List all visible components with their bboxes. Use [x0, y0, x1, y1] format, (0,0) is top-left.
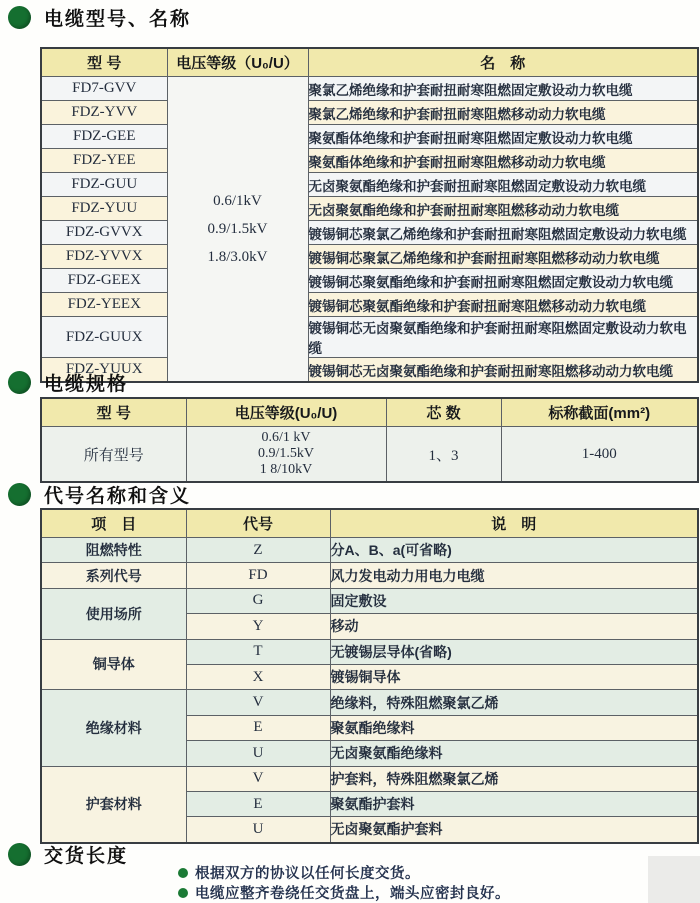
item-cell: 使用场所 — [41, 588, 186, 639]
model-cell: FDZ-GUUX — [41, 317, 167, 358]
green-bullet-icon — [178, 868, 188, 878]
col-header-item: 项 目 — [41, 509, 186, 538]
desc-cell: 绝缘料，特殊阻燃聚氯乙烯 — [330, 690, 698, 715]
table-row — [41, 588, 698, 613]
name-cell: 镀锡铜芯无卤聚氨酯绝缘和护套耐扭耐寒阻燃固定敷设动力软电缆 — [308, 317, 698, 358]
table-header-row — [41, 509, 698, 538]
col-header-desc: 说 明 — [330, 509, 698, 538]
table-header-row — [41, 398, 698, 427]
model-cell: FDZ-GVVX — [41, 221, 167, 245]
col-header-voltage: 电压等级（U₀/U） — [167, 48, 308, 77]
table-row — [41, 173, 698, 197]
col-header-model: 型 号 — [41, 398, 186, 427]
table-header-row — [41, 48, 698, 77]
code-cell: V — [186, 690, 330, 715]
table-row — [41, 538, 698, 563]
delivery-bullet-2 — [178, 882, 510, 903]
desc-cell: 无镀锡层导体(省略) — [330, 639, 698, 664]
voltage-level: 0.9/1.5kV — [207, 221, 268, 237]
code-cell: V — [186, 766, 330, 791]
desc-cell: 无卤聚氨酯护套料 — [330, 817, 698, 843]
col-header-section: 标称截面(mm²) — [501, 398, 698, 427]
green-bullet-icon — [8, 483, 31, 506]
model-cell: FDZ-YEE — [41, 149, 167, 173]
bullet-text: 电缆应整齐卷绕任交货盘上，端头应密封良好。 — [195, 886, 510, 902]
code-cell: G — [186, 588, 330, 613]
table-row — [41, 149, 698, 173]
section-header-delivery-length — [8, 841, 128, 868]
desc-cell: 护套料，特殊阻燃聚氯乙烯 — [330, 766, 698, 791]
green-bullet-icon — [8, 6, 31, 29]
desc-cell: 分A、B、a(可省略) — [330, 538, 698, 563]
section-header-cable-specs — [8, 369, 128, 396]
model-cell: FDZ-YVV — [41, 101, 167, 125]
table-row — [41, 293, 698, 317]
name-cell: 镀锡铜芯聚氨酯绝缘和护套耐扭耐寒阻燃固定敷设动力软电缆 — [308, 269, 698, 293]
name-cell: 聚氨酯体绝缘和护套耐扭耐寒阻燃移动动力软电缆 — [308, 149, 698, 173]
table-row — [41, 125, 698, 149]
desc-cell: 聚氨酯护套料 — [330, 791, 698, 816]
model-cell: FDZ-GUU — [41, 173, 167, 197]
table-row — [41, 690, 698, 715]
table-row — [41, 197, 698, 221]
code-cell: U — [186, 817, 330, 843]
model-cell: 所有型号 — [41, 427, 186, 483]
code-cell: T — [186, 639, 330, 664]
table-row — [41, 221, 698, 245]
desc-cell: 聚氨酯绝缘料 — [330, 715, 698, 740]
code-cell: FD — [186, 563, 330, 588]
code-cell: U — [186, 741, 330, 766]
desc-cell: 移动 — [330, 614, 698, 639]
voltage-level: 0.6/1 kV — [261, 430, 311, 445]
voltage-level: 1 8/10kV — [259, 462, 313, 477]
code-meaning-table — [40, 508, 699, 844]
table-row — [41, 101, 698, 125]
name-cell: 镀锡铜芯聚氨酯绝缘和护套耐扭耐寒阻燃移动动力软电缆 — [308, 293, 698, 317]
section-cell: 1-400 — [501, 427, 698, 483]
code-cell: E — [186, 791, 330, 816]
table-row — [41, 317, 698, 358]
model-cell: FDZ-YUU — [41, 197, 167, 221]
code-cell: X — [186, 664, 330, 689]
item-cell: 系列代号 — [41, 563, 186, 588]
cable-spec-table — [40, 397, 699, 483]
name-cell: 镀锡铜芯无卤聚氨酯绝缘和护套耐扭耐寒阻燃移动动力软电缆 — [308, 358, 698, 383]
code-cell: Y — [186, 614, 330, 639]
col-header-cores: 芯 数 — [386, 398, 501, 427]
name-cell: 聚氯乙烯绝缘和护套耐扭耐寒阻燃移动动力软电缆 — [308, 101, 698, 125]
item-cell: 护套材料 — [41, 766, 186, 843]
col-header-model: 型 号 — [41, 48, 167, 77]
name-cell: 镀锡铜芯聚氯乙烯绝缘和护套耐扭耐寒阻燃固定敷设动力软电缆 — [308, 221, 698, 245]
table-row — [41, 563, 698, 588]
section-title: 电缆型号、名称 — [44, 9, 192, 30]
desc-cell: 固定敷设 — [330, 588, 698, 613]
green-bullet-icon — [8, 371, 31, 394]
table-row — [41, 269, 698, 293]
col-header-voltage: 电压等级(U₀/U) — [186, 398, 386, 427]
col-header-code: 代号 — [186, 509, 330, 538]
item-cell: 铜导体 — [41, 639, 186, 690]
table-row — [41, 427, 698, 483]
cable-model-name-table — [40, 47, 699, 383]
section-header-code-meanings — [8, 481, 191, 508]
delivery-bullet-1 — [178, 862, 420, 883]
table-row — [41, 245, 698, 269]
green-bullet-icon — [178, 888, 188, 898]
table-row — [41, 358, 698, 383]
desc-cell: 镀锡铜导体 — [330, 664, 698, 689]
voltage-level: 0.9/1.5kV — [258, 446, 314, 461]
desc-cell: 风力发电动力用电力电缆 — [330, 563, 698, 588]
model-cell: FDZ-GEEX — [41, 269, 167, 293]
voltage-level: 0.6/1kV — [213, 193, 262, 209]
item-cell: 绝缘材料 — [41, 690, 186, 766]
section-title: 交货长度 — [44, 846, 129, 867]
name-cell: 镀锡铜芯聚氯乙烯绝缘和护套耐扭耐寒阻燃移动动力软电缆 — [308, 245, 698, 269]
scan-artifact — [648, 856, 700, 903]
section-title: 电缆规格 — [44, 374, 129, 395]
col-header-name: 名 称 — [308, 48, 698, 77]
voltage-level: 1.8/3.0kV — [207, 249, 268, 265]
cores-cell: 1、3 — [386, 427, 501, 483]
model-cell: FDZ-YUUX — [41, 358, 167, 383]
green-bullet-icon — [8, 843, 31, 866]
name-cell: 聚氯乙烯绝缘和护套耐扭耐寒阻燃固定敷设动力软电缆 — [308, 77, 698, 101]
bullet-text: 根据双方的协议以任何长度交货。 — [195, 866, 420, 882]
code-cell: Z — [186, 538, 330, 563]
section-title: 代号名称和含义 — [44, 486, 192, 507]
desc-cell: 无卤聚氨酯绝缘料 — [330, 741, 698, 766]
table-row — [41, 639, 698, 664]
name-cell: 无卤聚氨酯绝缘和护套耐扭耐寒阻燃固定敷设动力软电缆 — [308, 173, 698, 197]
voltage-merged-cell — [167, 77, 308, 383]
name-cell: 无卤聚氨酯绝缘和护套耐扭耐寒阻燃移动动力软电缆 — [308, 197, 698, 221]
name-cell: 聚氨酯体绝缘和护套耐扭耐寒阻燃固定敷设动力软电缆 — [308, 125, 698, 149]
model-cell: FDZ-YVVX — [41, 245, 167, 269]
table-row — [41, 766, 698, 791]
table-row — [41, 77, 698, 101]
model-cell: FD7-GVV — [41, 77, 167, 101]
item-cell: 阻燃特性 — [41, 538, 186, 563]
voltage-cell — [186, 427, 386, 483]
model-cell: FDZ-YEEX — [41, 293, 167, 317]
code-cell: E — [186, 715, 330, 740]
section-header-cable-models — [8, 4, 191, 31]
model-cell: FDZ-GEE — [41, 125, 167, 149]
